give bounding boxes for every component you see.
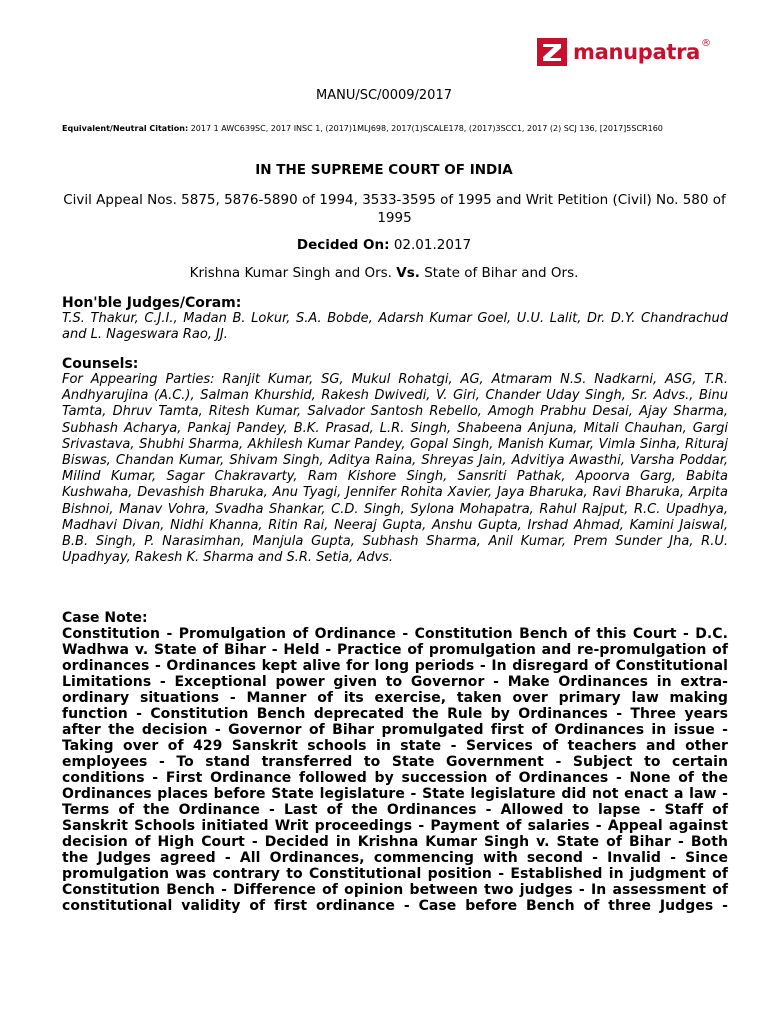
judges-list: T.S. Thakur, C.J.I., Madan B. Lokur, S.A. Bobde, Adarsh Kumar Goel, U.U. Lalit, Dr. D.Y. Chandrachud and L. Nageswara Rao, JJ.: [62, 311, 728, 343]
registered-mark: ®: [701, 37, 712, 49]
case-note-heading: Case Note:: [62, 610, 148, 626]
manupatra-logo-text: manupatra: [573, 40, 701, 64]
case-note-text: Constitution - Promulgation of Ordinance - Constitution Bench of this Court - D.C. Wadhwa v. State of Bihar - Held - Practice of promulgation and re-promulgation of ordinances - Ordinances kept alive for long periods - In disregard of Constitutional Limitations - Exceptional power given to Governor - Make Ordinances in extra-ordinary situations - Manner of its exercise, taken over primary law making function - Constitution Bench deprecated the Rule by Ordinances - Three years after the decision - Governor of Bihar promulgated first of Ordinances in issue - Taking over of 429 Sanskrit schools in state - Services of teachers and other employees - To stand transferred to State Government - Subject to certain conditions - First Ordinance followed by succession of Ordinances - None of the Ordinances places before State legislature - State legislature did not enact a law - Terms of the Ordinance - Last of the Ordinances - Allowed to lapse - Staff of Sanskrit Schools initiated Writ proceedings - Payment of salaries - Appeal against decision of High Court - Decided in Krishna Kumar Singh v. State of Bihar - Both the Judges agreed - All Ordinances, commencing with second - Invalid - Since promulgation was contrary to Constitutional position - Established in judgment of Constitution Bench - Difference of opinion between two judges - In assessment of constitutional validity of first ordinance - Case before Bench of three Judges -: [62, 626, 728, 914]
manupatra-logo-icon: [537, 38, 567, 66]
equivalent-citation: [62, 120, 727, 138]
decided-on: [0, 237, 768, 253]
citation-text: 2017 1 AWC639SC, 2017 INSC 1, (2017)1MLJ698, 2017(1)SCALE178, (2017)3SCC1, 2017 (2) SCJ 136, [2017]5SCR160: [190, 124, 663, 133]
respondent: State of Bihar and Ors.: [424, 265, 579, 281]
counsels-list: For Appearing Parties: Ranjit Kumar, SG, Mukul Rohatgi, AG, Atmaram N.S. Nadkarni, ASG, T.R. Andhyarujina (A.C.), Salman Khurshid, Rakesh Dwivedi, V. Giri, Chander Uday Singh, Sr. Advs., Binu Tamta, Dhruv Tamta, Ritesh Kumar, Salvador Santosh Rebello, Amogh Prabhu Desai, Ajay Sharma, Subhash Acharya, Pankaj Pandey, B.K. Prasad, L.R. Singh, Shabeena Anjuna, Mitali Chauhan, Gargi Srivastava, Shubhi Sharma, Akhilesh Kumar Pandey, Gopal Singh, Manish Kumar, Vimla Sinha, Rituraj Biswas, Chandan Kumar, Shivam Singh, Aditya Raina, Shreyas Jain, Advitiya Awasthi, Varsha Poddar, Milind Kumar, Sagar Chakravarty, Ram Kishore Singh, Sansriti Pathak, Apoorva Garg, Babita Kushwaha, Devashish Bharuka, Anu Tyagi, Jennifer Rohita Xavier, Jaya Bharuka, Ravi Bharuka, Arpita Bishnoi, Manav Vohra, Svadha Shankar, C.D. Singh, Sylona Mohapatra, Rahul Rajput, R.C. Upadhya, Madhavi Divan, Nidhi Khanna, Ritin Rai, Neeraj Gupta, Anshu Gupta, Irshad Ahmad, Kamini Jaiswal, B.B. Singh, P. Narasimhan, Manjula Gupta, Subhash Sharma, Anil Kumar, Prem Sunder Jha, R.U. Upadhyay, Rakesh K. Sharma and S.R. Setia, Advs.: [62, 372, 728, 566]
manupatra-logo: [537, 34, 711, 70]
citation-label: Equivalent/Neutral Citation:: [62, 124, 189, 133]
petitioner: Krishna Kumar Singh and Ors.: [189, 265, 392, 281]
court-name: IN THE SUPREME COURT OF INDIA: [255, 162, 513, 178]
manu-citation-id: MANU/SC/0009/2017: [316, 88, 452, 103]
case-note-section: [62, 610, 728, 914]
judges-section: [62, 295, 728, 343]
case-parties: [0, 265, 768, 281]
decided-label: Decided On:: [296, 237, 390, 253]
versus: Vs.: [396, 265, 420, 281]
counsels-heading: Counsels:: [62, 356, 139, 372]
judges-heading: Hon'ble Judges/Coram:: [62, 295, 242, 311]
counsels-section: [62, 356, 728, 566]
appeal-numbers: Civil Appeal Nos. 5875, 5876-5890 of 1994, 3533-3595 of 1995 and Writ Petition (Civil) No. 580 of 1995: [63, 192, 726, 226]
decided-date: 02.01.2017: [393, 237, 472, 253]
